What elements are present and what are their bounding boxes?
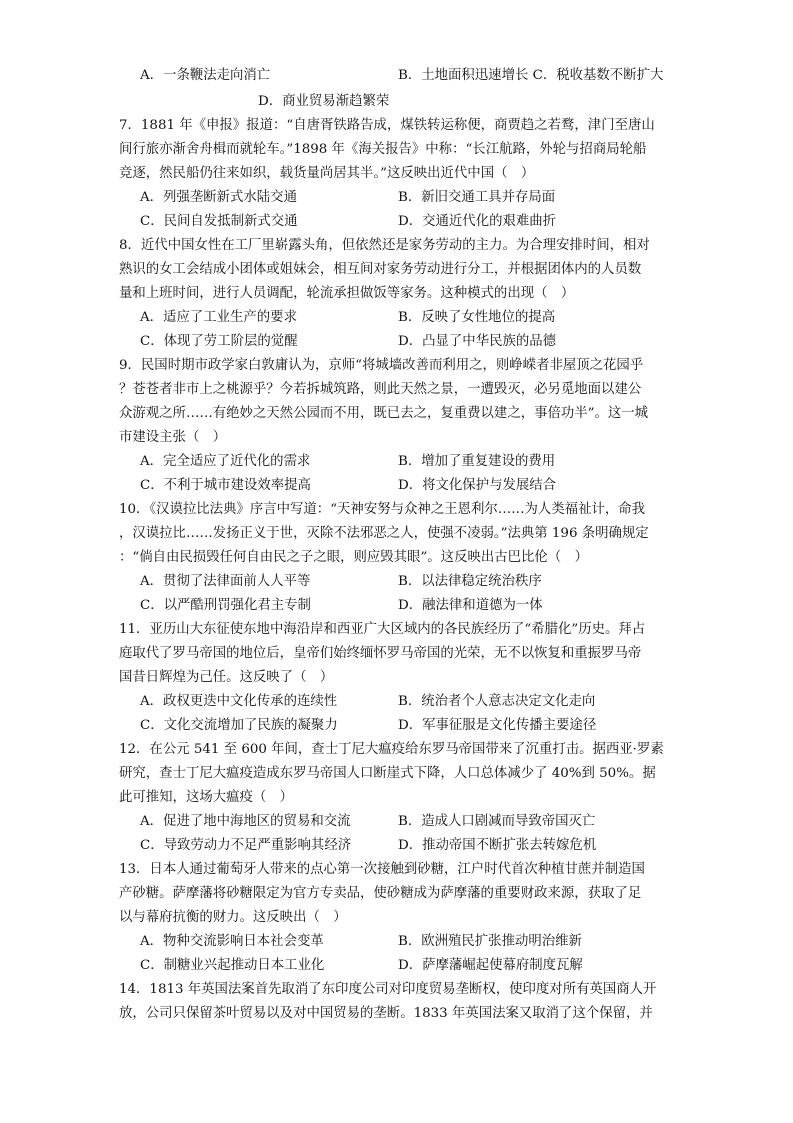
q8-option-c[interactable]: C．体现了劳工阶层的觉醒 [140,334,298,349]
q7-stem-line-2: 间行旅亦渐舍舟楫而就轮车。”1898 年《海关报告》中称：“长江航路，外轮与招商局轮船 [119,142,647,157]
q9-option-d[interactable]: D．将文化保护与发展结合 [398,478,557,493]
q8-option-a[interactable]: A．适应了工业生产的要求 [140,310,297,325]
q13-option-d[interactable]: D．萨摩藩崛起使幕府制度瓦解 [398,958,583,973]
q13-stem-line-3: 以与幕府抗衡的财力。这反映出（ ） [119,910,347,925]
q13-option-a[interactable]: A．物种交流影响日本社会变革 [140,934,324,949]
q8-stem-line-3: 量和上班时间，进行人员调配，轮流承担做饭等家务。这种模式的出现（ ） [119,286,575,301]
q7-stem-line-3: 竞逐，然民船仍往来如织，载货量尚居其半。”这反映出近代中国（ ） [119,166,535,181]
q14-stem-line-1: 14．1813 年英国法案首先取消了东印度公司对印度贸易垄断权，使印度对所有英国商人开 [119,982,657,997]
q13-option-c[interactable]: C．制糖业兴起推动日本工业化 [140,958,325,973]
q9-stem-line-1: 9．民国时期市政学家白敦庸认为，京师“将城墙改善而利用之，则峥嵘者非屋顶之花园乎 [119,358,644,373]
q10-option-a[interactable]: A．贯彻了法律面前人人平等 [140,574,311,589]
q9-option-a[interactable]: A．完全适应了近代化的需求 [140,454,311,469]
q12-stem-line-1: 12．在公元 541 至 600 年间，查士丁尼大瘟疫给东罗马帝国带来了沉重打击。据西亚·罗素 [119,742,664,757]
q11-option-d[interactable]: D．军事征服是文化传播主要途径 [398,718,597,733]
q9-stem-line-2: ？苍苍者非市上之桃源乎？今若拆城筑路，则此天然之景，一遭毁灭，必另觅地面以建公 [119,382,642,397]
q14-stem-line-2: 放，公司只保留茶叶贸易以及对中国贸易的垄断。1833 年英国法案又取消了这个保留，并 [119,1006,653,1021]
q8-stem-line-2: 熟识的女工会结成小团体或姐妹会，相互间对家务劳动进行分工，并根据团体内的人员数 [119,262,642,277]
q9-stem-line-4: 市建设主张（ ） [119,430,227,445]
q13-stem-line-1: 13．日本人通过葡萄牙人带来的点心第一次接触到砂糖，江户时代首次种植甘蔗并制造国 [119,862,645,877]
q8-option-b[interactable]: B．反映了女性地位的提高 [398,310,556,325]
q12-option-d[interactable]: D．推动帝国不断扩张去转嫁危机 [398,838,597,853]
q11-stem-line-2: 庭取代了罗马帝国的地位后，皇帝们始终缅怀罗马帝国的光荣，无不以恢复和重振罗马帝 [119,646,642,661]
q11-stem-line-3: 国昔日辉煌为己任。这反映了（ ） [119,670,334,685]
q12-option-b[interactable]: B．造成人口剧减而导致帝国灭亡 [398,814,596,829]
q12-stem-line-2: 研究，查士丁尼大瘟疫造成东罗马帝国人口断崖式下降，人口总体减少了 40%到 50%。据 [119,766,656,781]
q10-stem-line-2: ，汉谟拉比……发扬正义于世，灭除不法邪恶之人，使强不凌弱。”法典第 196 条明确规定 [119,526,649,541]
q13-option-b[interactable]: B．欧洲殖民扩张推动明治维新 [398,934,582,949]
q12-option-a[interactable]: A．促进了地中海地区的贸易和交流 [140,814,351,829]
q7-option-c[interactable]: C．民间自发抵制新式交通 [140,214,298,229]
q12-stem-line-3: 此可推知，这场大瘟疫（ ） [119,790,294,805]
q9-option-c[interactable]: C．不利于城市建设效率提高 [140,478,311,493]
q6-option-a[interactable]: A．一条鞭法走向消亡 [140,68,271,83]
q7-option-a[interactable]: A．列强垄断新式水陆交通 [140,190,297,205]
q7-option-d[interactable]: D．交通近代化的艰难曲折 [398,214,557,229]
q6-option-bc[interactable]: B．土地面积迅速增长 C．税收基数不断扩大 [398,68,664,83]
q9-stem-line-3: 众游观之所……有绝妙之天然公园而不用，既已去之，复重费以建之，事倍功半”。这一城 [119,406,649,421]
q11-option-b[interactable]: B．统治者个人意志决定文化走向 [398,694,596,709]
q12-option-c[interactable]: C．导致劳动力不足严重影响其经济 [140,838,352,853]
q10-option-b[interactable]: B．以法律稳定统治秩序 [398,574,542,589]
q10-option-d[interactable]: D．融法律和道德为一体 [398,598,543,613]
q13-stem-line-2: 产砂糖。萨摩藩将砂糖限定为官方专卖品，使砂糖成为萨摩藩的重要财政来源，获取了足 [119,886,642,901]
q11-stem-line-1: 11．亚历山大东征使东地中海沿岸和西亚广大区域内的各民族经历了“希腊化”历史。拜占 [119,622,646,637]
q8-stem-line-1: 8．近代中国女性在工厂里崭露头角，但依然还是家务劳动的主力。为合理安排时间，相对 [119,238,650,253]
q11-option-a[interactable]: A．政权更迭中文化传承的连续性 [140,694,338,709]
q6-option-d[interactable]: D．商业贸易渐趋繁荣 [258,94,390,109]
q9-option-b[interactable]: B．增加了重复建设的费用 [398,454,556,469]
q7-stem-line-1: 7．1881 年《申报》报道：“自唐胥铁路告成，煤铁转运称便，商贾趋之若鹜，津门至唐山 [119,118,655,133]
q7-option-b[interactable]: B．新旧交通工具并存局面 [398,190,556,205]
q10-stem-line-3: ：“倘自由民损毁任何自由民之子之眼，则应毁其眼”。这反映出古巴比伦（ ） [119,550,588,565]
q11-option-c[interactable]: C．文化交流增加了民族的凝聚力 [140,718,338,733]
q10-stem-line-1: 10．《汉谟拉比法典》序言中写道：“天神安努与众神之王恩利尔……为人类福祉计，命我 [119,502,646,517]
q8-option-d[interactable]: D．凸显了中华民族的品德 [398,334,557,349]
q10-option-c[interactable]: C．以严酷刑罚强化君主专制 [140,598,311,613]
